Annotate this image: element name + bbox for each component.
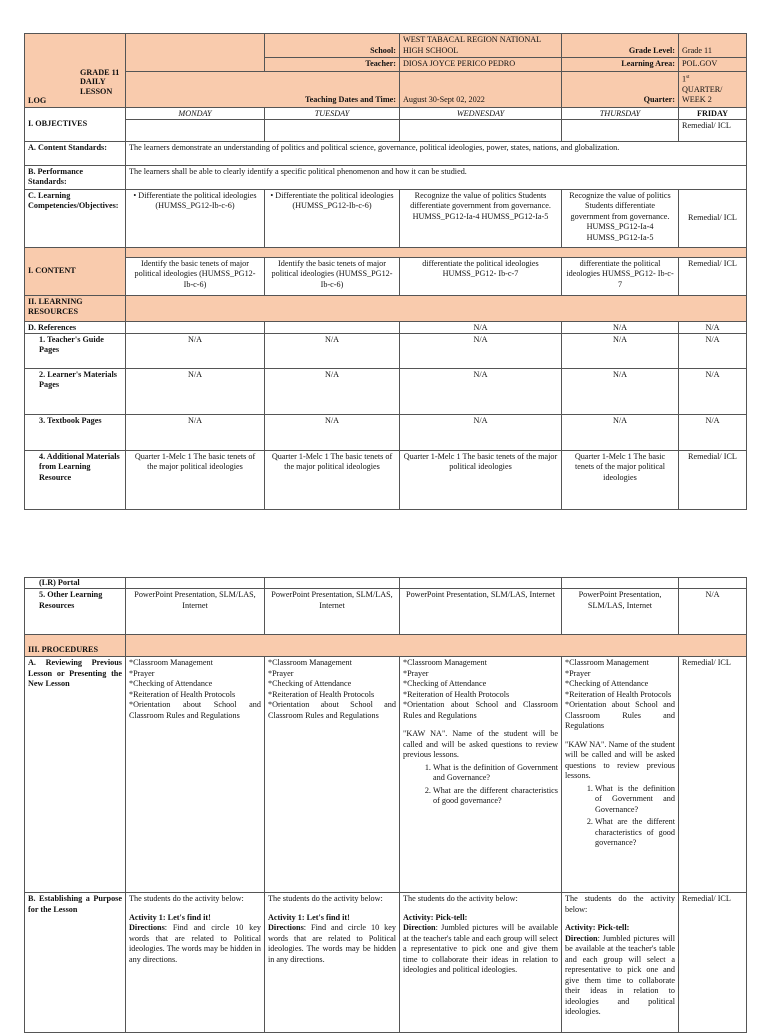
quarter-rest: QUARTER/ WEEK 2	[682, 84, 723, 105]
teacher-label: Teacher:	[265, 58, 400, 72]
content-thu: differentiate the political ideologies HUMSS_PG12- Ib-c-7	[562, 257, 679, 295]
objectives-thu	[562, 119, 679, 141]
tg-wed: N/A	[400, 333, 562, 368]
purpose-wed	[400, 893, 562, 1033]
directions-label: Direction	[565, 933, 598, 943]
day-tuesday: TUESDAY	[265, 107, 400, 119]
teacher-value: DIOSA JOYCE PERICO PEDRO	[400, 58, 562, 72]
tg-tue: N/A	[265, 333, 400, 368]
competencies-label: C. Learning Competencies/Objectives:	[25, 189, 126, 247]
tg-thu: N/A	[562, 333, 679, 368]
day-thursday: THURSDAY	[562, 107, 679, 119]
other-thu: PowerPoint Presentation, SLM/LAS, Internet	[562, 589, 679, 635]
competency-mon: • Differentiate the political ideologies (HUMSS_PG12-Ib-c-6)	[126, 189, 265, 247]
lm-thu: N/A	[562, 368, 679, 414]
dates-label-cell	[126, 71, 400, 107]
lr-mon	[126, 578, 265, 589]
activity-title-wed: Activity: Pick-tell:	[403, 912, 468, 922]
add-tue: Quarter 1-Melc 1 The basic tenets of the major political ideologies	[265, 450, 400, 509]
lm-fri: N/A	[679, 368, 747, 414]
purpose-intro-thu: The students do the activity below:	[565, 894, 675, 914]
header-blank-2	[126, 58, 265, 72]
grade-label: Grade Level:	[562, 34, 679, 58]
add-fri: Remedial/ ICL	[679, 450, 747, 509]
activity-directions-mon	[129, 923, 261, 965]
lr-fri	[679, 578, 747, 589]
add-thu: Quarter 1-Melc 1 The basic tenets of the major political ideologies	[562, 450, 679, 509]
content-peach-strip	[126, 247, 747, 257]
lr-wed	[400, 578, 562, 589]
other-wed: PowerPoint Presentation, SLM/LAS, Internet	[400, 589, 562, 635]
tb-fri: N/A	[679, 414, 747, 450]
other-tue: PowerPoint Presentation, SLM/LAS, Internet	[265, 589, 400, 635]
objectives-wed	[400, 119, 562, 141]
content-standards-text: The learners demonstrate an understanding of politics and political science, governance, political ideologies, power, states, nations, and globalization.	[126, 141, 747, 165]
review-questions-thu	[565, 784, 675, 849]
routine-fri: Remedial/ ICL	[679, 657, 747, 893]
references-mon	[126, 321, 265, 333]
purpose-intro-mon: The students do the activity below:	[129, 894, 244, 903]
other-fri: N/A	[679, 589, 747, 635]
learning-resources-heading: II. LEARNING RESOURCES	[25, 295, 126, 321]
content-wed: differentiate the political ideologies HUMSS_PG12- Ib-c-7	[400, 257, 562, 295]
references-fri: N/A	[679, 321, 747, 333]
quarter-suffix: st	[686, 74, 690, 80]
title-line-3: LOG	[28, 96, 47, 106]
content-standards-label: A. Content Standards:	[25, 141, 126, 165]
title-line-2: DAILY LESSON	[80, 77, 113, 96]
activity-title-thu: Activity: Pick-tell:	[565, 923, 630, 932]
objectives-mon	[126, 119, 265, 141]
day-monday: MONDAY	[126, 107, 265, 119]
performance-standards-text: The learners shall be able to clearly identify a specific political phenomenon and how it can be studied.	[126, 165, 747, 189]
review-questions-wed	[403, 763, 558, 807]
teachers-guide-label: 1. Teacher's Guide Pages	[25, 333, 126, 368]
performance-standards-label: B. Performance Standards:	[25, 165, 126, 189]
content-mon: Identify the basic tenets of major political ideologies (HUMSS_PG12- Ib-c-6)	[126, 257, 265, 295]
quarter-number: 1	[682, 74, 687, 84]
purpose-intro-tue: The students do the activity below:	[268, 894, 383, 903]
tb-thu: N/A	[562, 414, 679, 450]
content-fri: Remedial/ ICL	[679, 257, 747, 295]
quarter-value	[679, 71, 747, 107]
directions-label: Direction	[403, 923, 436, 932]
textbook-pages-label: 3. Textbook Pages	[25, 414, 126, 450]
objectives-fri: Remedial/ ICL	[679, 119, 747, 141]
day-friday: FRIDAY	[679, 107, 747, 119]
tg-mon: N/A	[126, 333, 265, 368]
purpose-thu	[562, 893, 679, 1033]
learners-materials-label: 2. Learner's Materials Pages	[25, 368, 126, 414]
tg-fri: N/A	[679, 333, 747, 368]
routine-thu	[562, 657, 679, 893]
add-wed: Quarter 1-Melc 1 The basic tenets of the major political ideologies	[400, 450, 562, 509]
purpose-tue	[265, 893, 400, 1033]
directions-text: : Jumbled pictures will be available at the teacher's table and each group will select a representative to pick one and give them time to collaborate their ideas in relation to ideologies and political ideologies.	[565, 933, 675, 1016]
routine-tue: *Classroom Management *Prayer *Checking of Attendance *Reiteration of Health Protocols *Orientation about School and Classroom Rules and Regulations	[265, 657, 400, 893]
additional-materials-label: 4. Additional Materials from Learning Resource	[25, 450, 126, 509]
review-question-2: 2. What are the different characteristics of good governance?	[433, 786, 558, 807]
tb-tue: N/A	[265, 414, 400, 450]
title-block	[25, 34, 126, 108]
other-resources-label: 5. Other Learning Resources	[25, 589, 126, 635]
competency-wed: Recognize the value of politics Students differentiate government from governance. HUMSS_PG12-Ia-4 HUMSS_PG12-Ia-5	[400, 189, 562, 247]
directions-text: : Find and circle 10 key words that are related to Political ideologies. The words may be hidden in any directions.	[129, 923, 261, 964]
content-tue: Identify the basic tenets of major political ideologies (HUMSS_PG12- Ib-c-6)	[265, 257, 400, 295]
routine-wed-text: *Classroom Management *Prayer *Checking of Attendance *Reiteration of Health Protocols *Orientation about School and Classroom Rules and Regulations	[403, 658, 558, 720]
references-tue	[265, 321, 400, 333]
purpose-fri: Remedial/ ICL	[679, 893, 747, 1033]
review-question-1: 1. What is the definition of Government and Governance?	[433, 763, 558, 784]
quarter-label: Quarter:	[562, 71, 679, 107]
lr-thu	[562, 578, 679, 589]
purpose-mon	[126, 893, 265, 1033]
references-thu: N/A	[562, 321, 679, 333]
establishing-purpose-label: B. Establishing a Purpose for the Lesson	[25, 893, 126, 1033]
day-wednesday: WEDNESDAY	[400, 107, 562, 119]
review-question-2: 2. What are the different characteristics of good governance?	[595, 817, 675, 849]
directions-label: Directions	[129, 923, 165, 932]
other-mon: PowerPoint Presentation, SLM/LAS, Internet	[126, 589, 265, 635]
kaw-na-thu: "KAW NA". Name of the student will be called and will be asked questions to review previous lessons.	[565, 739, 675, 780]
activity-title-mon: Activity 1: Let's find it!	[129, 912, 211, 922]
header-blank	[126, 34, 265, 58]
activity-directions-wed	[403, 923, 558, 976]
directions-text: : Jumbled pictures will be available at the teacher's table and each group will select a representative to pick one and give them time to collaborate their ideas in relation to ideologies and political ideologies.	[403, 923, 558, 974]
dates-value: August 30-Sept 02, 2022	[400, 71, 562, 107]
references-label: D. References	[25, 321, 126, 333]
area-label: Learning Area:	[562, 58, 679, 72]
competency-fri: Remedial/ ICL	[679, 189, 747, 247]
purpose-intro-wed: The students do the activity below:	[403, 894, 518, 903]
daily-lesson-log-table-page1	[24, 33, 747, 510]
tb-mon: N/A	[126, 414, 265, 450]
school-value: WEST TABACAL REGION NATIONAL HIGH SCHOOL	[400, 34, 562, 58]
dates-label: Teaching Dates and Time:	[304, 95, 396, 105]
kaw-na-wed: "KAW NA". Name of the student will be called and will be asked questions to review previous lessons.	[403, 729, 558, 759]
activity-directions-tue	[268, 923, 396, 965]
directions-text: : Find and circle 10 key words that are related to Political ideologies. The words may be hidden in any directions.	[268, 923, 396, 964]
routine-wed	[400, 657, 562, 893]
lm-tue: N/A	[265, 368, 400, 414]
competency-tue: • Differentiate the political ideologies (HUMSS_PG12-Ib-c-6)	[265, 189, 400, 247]
school-label: School:	[265, 34, 400, 58]
resources-peach-strip	[126, 295, 747, 321]
objectives-tue	[265, 119, 400, 141]
lr-tue	[265, 578, 400, 589]
lm-wed: N/A	[400, 368, 562, 414]
tb-wed: N/A	[400, 414, 562, 450]
activity-directions-thu	[565, 934, 675, 1018]
lm-mon: N/A	[126, 368, 265, 414]
procedures-peach-strip	[126, 635, 747, 657]
objectives-heading	[25, 107, 126, 141]
routine-mon: *Classroom Management *Prayer *Checking of Attendance *Reiteration of Health Protocols *Orientation about School and Classroom Rules and Regulations	[126, 657, 265, 893]
competency-thu: Recognize the value of politics Students differentiate government from governance. HUMSS_PG12-Ia-4 HUMSS_PG12-Ia-5	[562, 189, 679, 247]
area-value: POL.GOV	[679, 58, 747, 72]
routine-thu-text: *Classroom Management *Prayer *Checking of Attendance *Reiteration of Health Protocols *Orientation about School and Classroom Rules and Regulations	[565, 658, 675, 730]
objectives-title: I. OBJECTIVES	[28, 118, 88, 128]
title-line-1: GRADE 11	[80, 67, 120, 77]
lr-portal-label: (LR) Portal	[25, 578, 126, 589]
directions-label: Directions	[268, 923, 304, 932]
grade-value: Grade 11	[679, 34, 747, 58]
content-heading: I. CONTENT	[25, 247, 126, 295]
references-wed: N/A	[400, 321, 562, 333]
daily-lesson-log-table-page2	[24, 577, 747, 1033]
procedures-heading: III. PROCEDURES	[25, 635, 126, 657]
review-question-1: 1. What is the definition of Government and Governance?	[595, 784, 675, 816]
activity-title-tue: Activity 1: Let's find it!	[268, 912, 350, 922]
reviewing-lesson-label: A. Reviewing Previous Lesson or Presenting the New Lesson	[25, 657, 126, 893]
add-mon: Quarter 1-Melc 1 The basic tenets of the major political ideologies	[126, 450, 265, 509]
